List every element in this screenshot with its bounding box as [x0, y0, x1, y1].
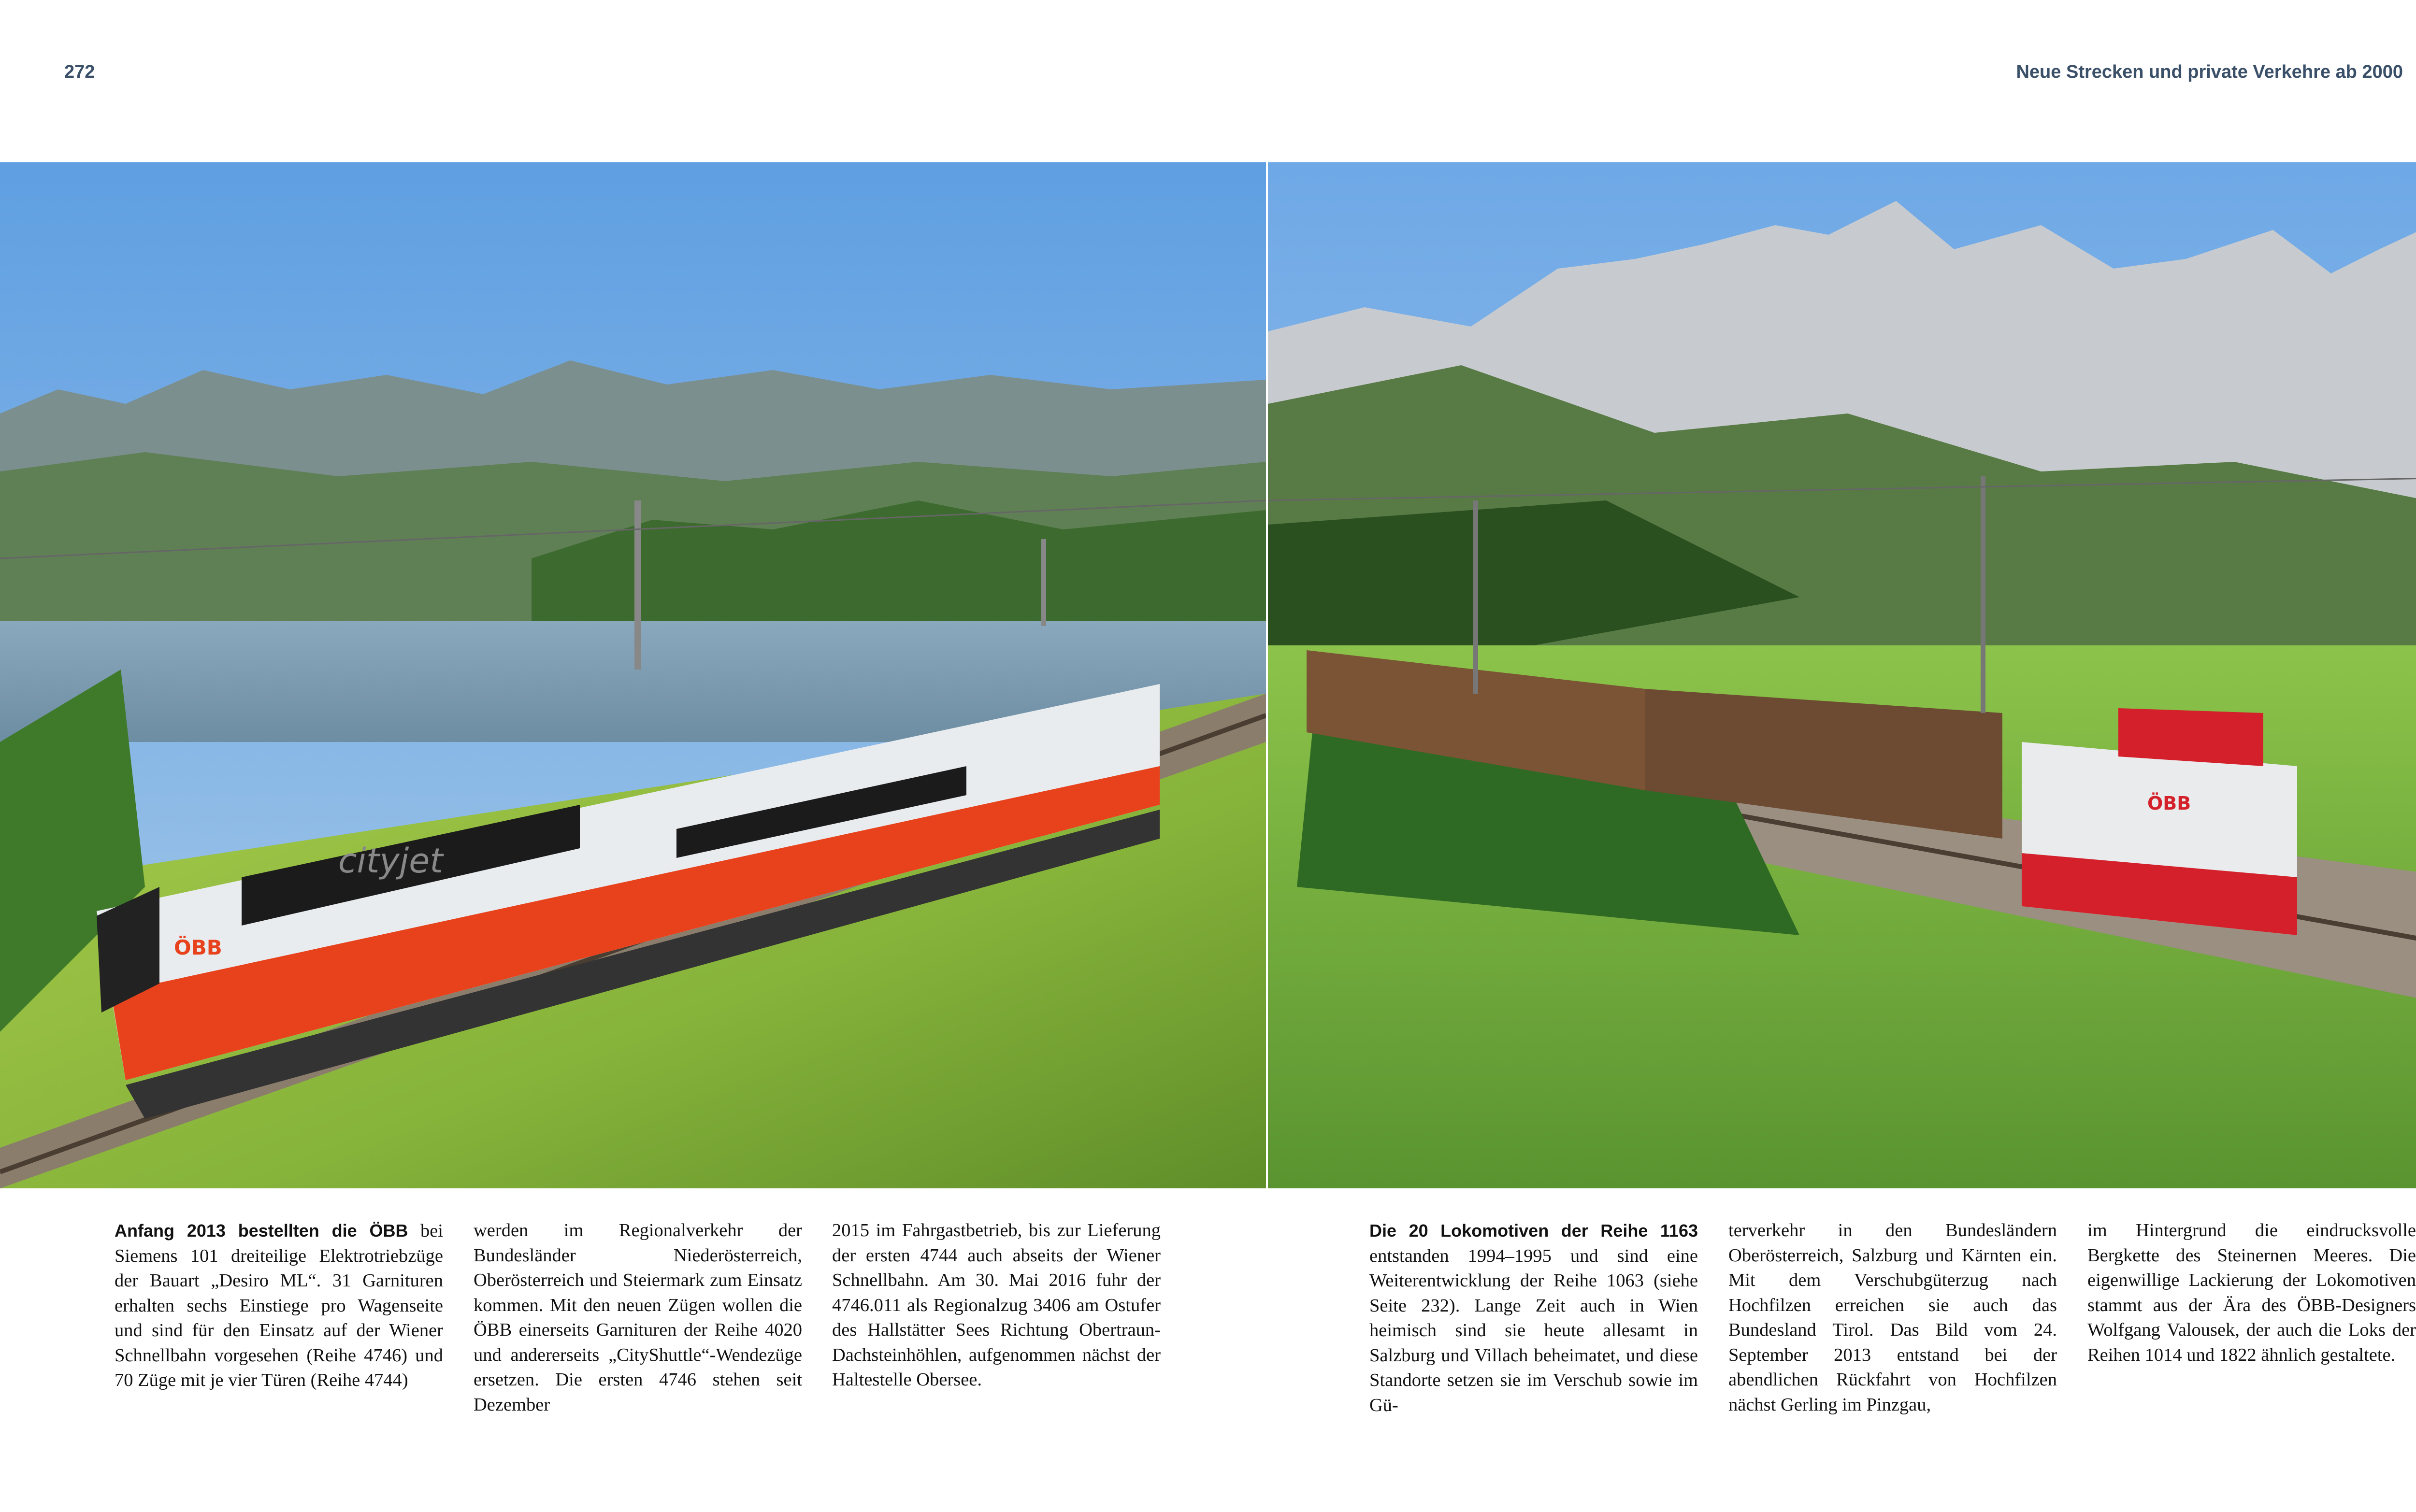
photo-cityjet-train	[0, 162, 1266, 1188]
running-head: Neue Strecken und private Verkehre ab 2000	[2016, 62, 2403, 82]
loco-cab	[2118, 708, 2263, 766]
caption-right-text1: entstanden 1994–1995 und sind eine Weiterentwicklung der Reihe 1063 (siehe Seite 232). Lange Zeit auch in Wien heimisch sind sie heute allesamt in Salzburg und Villach beheimatet, und diese Standorte setzen sie im Verschub sowie im Gü-	[1369, 1245, 1698, 1415]
caption-right-col2: terverkehr in den Bundesländern Oberösterreich, Salzburg und Kärnten ein. Mit dem Verschubgüterzug nach Hochfilzen erreichen sie auch das Bundesland Tirol. Das Bild vom 24. September 2013 entstand bei der abendlichen Rückfahrt von Hochfilzen nächst Gerling im Pinzgau,	[1728, 1220, 2057, 1415]
caption-right-col1	[1369, 1218, 1698, 1418]
photo-freight-illustration	[1268, 162, 2416, 1188]
caption-left-col2: werden im Regionalverkehr der Bundesländer Niederösterreich, Oberösterreich und Steiermark zum Einsatz kommen. Mit den neuen Zügen wollen die ÖBB einerseits Garnituren der Reihe 4020 und andererseits „CityShuttle“-Wendezüge ersetzen. Die ersten 4746 stehen seit Dezember	[474, 1220, 802, 1415]
caption-left-text1: bei Siemens 101 dreiteilige Elektrotriebzüge der Bauart „Desiro ML“. 31 Garnituren erhalten sechs Einstiege pro Wagenseite und sind für den Einsatz auf der Wiener Schnellbahn vorgesehen (Reihe 4746) und 70 Züge mit je vier Türen (Reihe 4744)	[115, 1221, 443, 1390]
caption-right-lead: Die 20 Lokomotiven der Reihe 1163	[1369, 1221, 1698, 1241]
page-number-left: 272	[64, 62, 95, 82]
train-logo-text: ÖBB	[174, 936, 222, 959]
caption-left-col3: 2015 im Fahrgastbetrieb, bis zur Lieferung der ersten 4744 auch abseits der Wiener Schnellbahn. Am 30. Mai 2016 fuhr der 4746.011 als Regionalzug 3406 am Ostufer des Hallstätter Sees Richtung Obertraun-Dachsteinhöhlen, aufgenommen nächst der Haltestelle Obersee.	[832, 1220, 1161, 1390]
train-brand-text: cityjet	[338, 841, 443, 881]
caption-right-col3: im Hintergrund die eindrucksvolle Bergkette des Steinernen Meeres. Die eigenwillige Lackierung der Lokomotiven stammt aus der Ära des ÖBB-Designers Wolfgang Valousek, der auch die Loks der Reihen 1014 und 1822 ähnlich gestaltete.	[2087, 1220, 2416, 1365]
photo-freight-train	[1268, 162, 2416, 1188]
caption-left-col1	[115, 1218, 443, 1393]
loco-logo-text: ÖBB	[2147, 793, 2191, 814]
caption-left-lead: Anfang 2013 bestellten die ÖBB	[115, 1221, 408, 1241]
photo-cityjet-illustration	[0, 162, 1266, 1188]
